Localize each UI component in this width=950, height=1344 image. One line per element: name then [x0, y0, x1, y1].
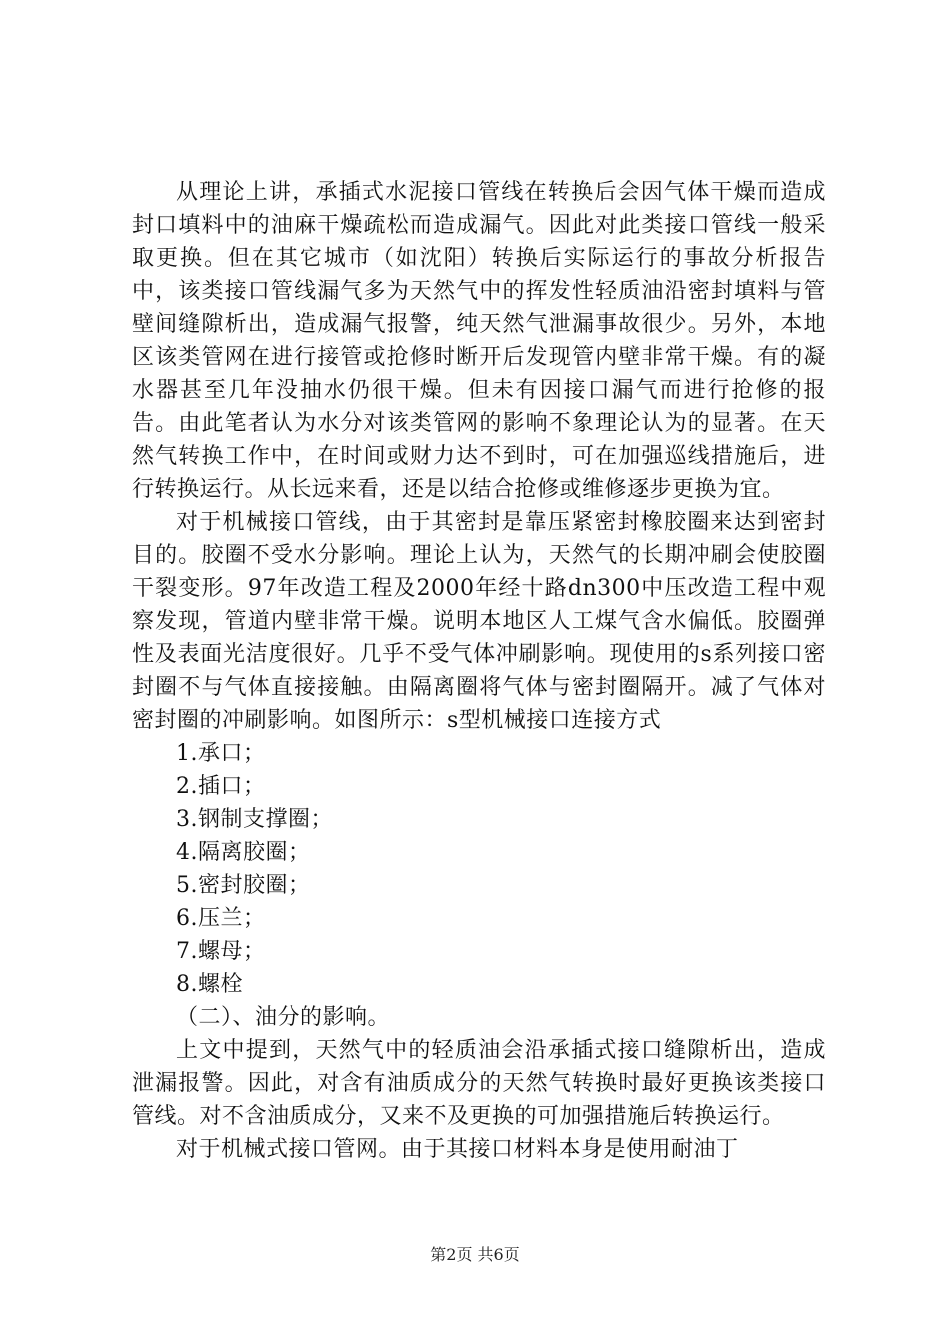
paragraph-cement-joint: 从理论上讲，承插式水泥接口管线在转换后会因气体干燥而造成封口填料中的油麻干燥疏松而造成漏气。因此对此类接口管线一般采取更换。但在其它城市（如沈阳）转换后实际运行的事故分析报告中，该类接口管线漏气多为天然气中的挥发性轻质油沿密封填料与管壁间缝隙析出，造成漏气报警，纯天然气泄漏事故很少。另外，本地区该类管网在进行接管或抢修时断开后发现管内壁非常干燥。有的凝水器甚至几年没抽水仍很干燥。但未有因接口漏气而进行抢修的报告。由此笔者认为水分对该类管网的影响不象理论认为的显著。在天然气转换工作中，在时间或财力达不到时，可在加强巡线措施后，进行转换运行。从长远来看，还是以结合抢修或维修逐步更换为宜。: [132, 180, 826, 502]
joint-parts-list: [132, 737, 826, 1001]
list-item: 3.钢制支撑圈；: [176, 807, 333, 832]
paragraph-oil-effect: 上文中提到，天然气中的轻质油会沿承插式接口缝隙析出，造成泄漏报警。因此，对含有油质成分的天然气转换时最好更换该类接口管线。对不含油质成分，又来不及更换的可加强措施后转换运行。: [132, 1038, 826, 1129]
paragraph-mechanical-joint: 对于机械接口管线，由于其密封是靠压紧密封橡胶圈来达到密封目的。胶圈不受水分影响。理论上认为，天然气的长期冲刷会使胶圈干裂变形。97年改造工程及2000年经十路dn300中压改造工程中观察发现，管道内壁非常干燥。说明本地区人工煤气含水偏低。胶圈弹性及表面光洁度很好。几乎不受气体冲刷影响。现使用的s系列接口密封圈不与气体直接接触。由隔离圈将气体与密封圈隔开。减了气体对密封圈的冲刷影响。如图所示：s型机械接口连接方式: [132, 510, 826, 733]
list-item: 4.隔离胶圈；: [176, 840, 311, 865]
list-item: 7.螺母；: [176, 939, 266, 964]
paragraph-mechanical-network: 对于机械式接口管网。由于其接口材料本身是使用耐油丁: [176, 1137, 739, 1162]
list-item: 2.插口；: [176, 774, 266, 799]
section-heading-oil: （二）、油分的影响。: [176, 1005, 391, 1030]
list-item: 6.压兰；: [176, 906, 266, 931]
page-footer: 第2页 共6页: [430, 1245, 520, 1264]
list-item: 1.承口；: [176, 741, 266, 766]
document-body: [132, 176, 826, 1166]
list-item: 5.密封胶圈；: [176, 873, 311, 898]
list-item: 8.螺栓: [176, 972, 243, 997]
